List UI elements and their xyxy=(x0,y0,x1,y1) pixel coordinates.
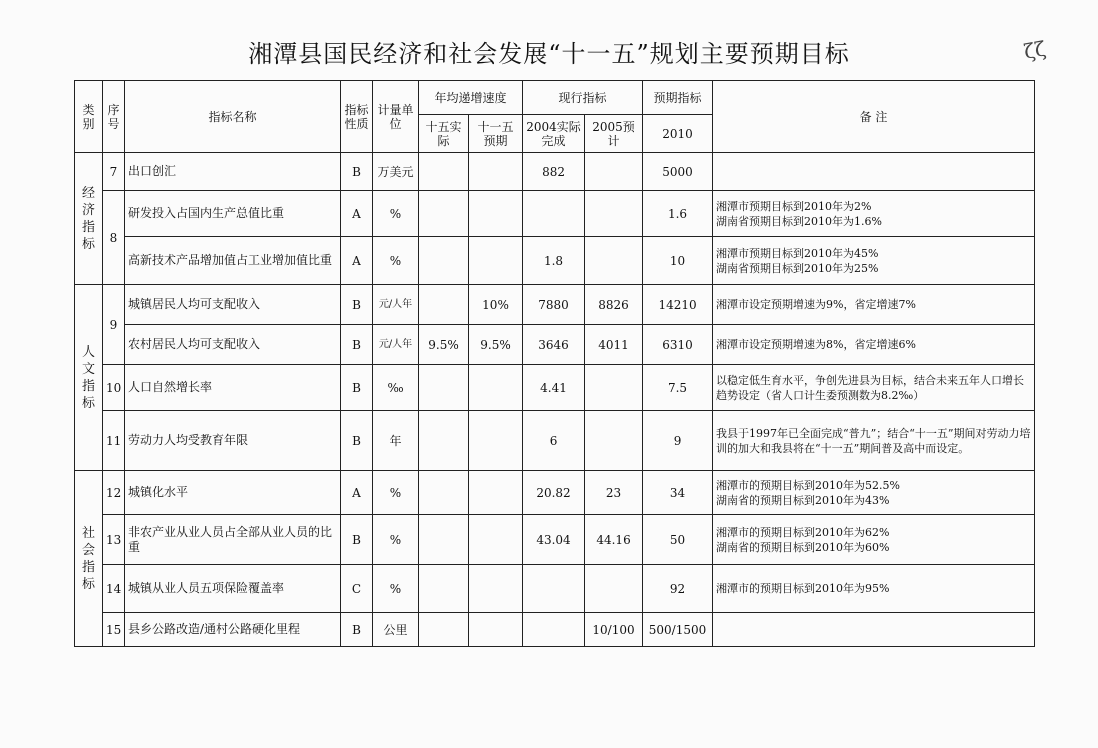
table-row xyxy=(75,565,1035,613)
row-unit: 元/人年 xyxy=(373,325,419,365)
row-name: 研发投入占国内生产总值比重 xyxy=(125,191,341,237)
header-growth: 年均递增速度 xyxy=(419,81,523,115)
row-2005 xyxy=(585,191,643,237)
row-growth-actual xyxy=(419,285,469,325)
row-growth-expected xyxy=(469,191,523,237)
row-seq: 10 xyxy=(103,365,125,411)
row-2004: 43.04 xyxy=(523,515,585,565)
header-name: 指标名称 xyxy=(125,81,341,153)
row-2004: 1.8 xyxy=(523,237,585,285)
row-target: 14210 xyxy=(643,285,713,325)
row-2004: 4.41 xyxy=(523,365,585,411)
row-2005: 44.16 xyxy=(585,515,643,565)
row-note: 以稳定低生育水平，争创先进县为目标，结合未来五年人口增长趋势设定（省人口计生委预测数为8.2‰） xyxy=(713,365,1035,411)
row-note: 我县于1997年已全面完成“普九”；结合“十一五”期间对劳动力培训的加大和我县将在“十一五”期间普及高中而设定。 xyxy=(713,411,1035,471)
targets-table xyxy=(74,80,1035,647)
row-unit: % xyxy=(373,565,419,613)
row-growth-actual xyxy=(419,515,469,565)
row-2005 xyxy=(585,153,643,191)
row-2004: 20.82 xyxy=(523,471,585,515)
row-note xyxy=(713,613,1035,647)
row-target: 10 xyxy=(643,237,713,285)
row-target: 5000 xyxy=(643,153,713,191)
row-2005: 4011 xyxy=(585,325,643,365)
row-name: 劳动力人均受教育年限 xyxy=(125,411,341,471)
page-title: 湘潭县国民经济和社会发展“十一五”规划主要预期目标 xyxy=(248,40,850,68)
row-growth-actual xyxy=(419,411,469,471)
row-nature: A xyxy=(341,237,373,285)
row-2005 xyxy=(585,237,643,285)
row-growth-actual xyxy=(419,191,469,237)
table-row xyxy=(75,191,1035,237)
row-nature: B xyxy=(341,515,373,565)
table-row xyxy=(75,365,1035,411)
header-seq: 序号 xyxy=(103,81,125,153)
row-unit: % xyxy=(373,237,419,285)
row-target: 9 xyxy=(643,411,713,471)
header-unit: 计量单位 xyxy=(373,81,419,153)
row-growth-expected: 10% xyxy=(469,285,523,325)
header-nature: 指标性质 xyxy=(341,81,373,153)
header-category: 类别 xyxy=(75,81,103,153)
table-row xyxy=(75,471,1035,515)
row-growth-actual xyxy=(419,365,469,411)
row-note: 湘潭市设定预期增速为9%，省定增速7% xyxy=(713,285,1035,325)
row-growth-actual: 9.5% xyxy=(419,325,469,365)
handwritten-mark: ζζ xyxy=(1022,36,1048,64)
row-2004: 6 xyxy=(523,411,585,471)
row-growth-expected xyxy=(469,471,523,515)
row-unit: % xyxy=(373,471,419,515)
row-nature: B xyxy=(341,285,373,325)
category-society: 社会指标 xyxy=(75,471,103,647)
row-name: 非农产业从业人员占全部从业人员的比重 xyxy=(125,515,341,565)
row-unit: 年 xyxy=(373,411,419,471)
row-2004: 882 xyxy=(523,153,585,191)
row-nature: B xyxy=(341,365,373,411)
row-name: 县乡公路改造/通村公路硬化里程 xyxy=(125,613,341,647)
row-nature: A xyxy=(341,471,373,515)
row-unit: % xyxy=(373,515,419,565)
table-row xyxy=(75,237,1035,285)
row-target: 7.5 xyxy=(643,365,713,411)
row-growth-actual xyxy=(419,471,469,515)
header-growth-expected: 十一五预期 xyxy=(469,115,523,153)
header-expected: 预期指标 xyxy=(643,81,713,115)
row-growth-actual xyxy=(419,153,469,191)
table-row xyxy=(75,153,1035,191)
row-2005 xyxy=(585,565,643,613)
table-row xyxy=(75,285,1035,325)
row-seq: 12 xyxy=(103,471,125,515)
header-expected-2010: 2010 xyxy=(643,115,713,153)
row-2005 xyxy=(585,365,643,411)
row-name: 人口自然增长率 xyxy=(125,365,341,411)
row-2005: 10/100 xyxy=(585,613,643,647)
row-unit: ‰ xyxy=(373,365,419,411)
header-current-2005: 2005预计 xyxy=(585,115,643,153)
header-current: 现行指标 xyxy=(523,81,643,115)
row-target: 34 xyxy=(643,471,713,515)
row-target: 92 xyxy=(643,565,713,613)
row-target: 500/1500 xyxy=(643,613,713,647)
row-name: 高新技术产品增加值占工业增加值比重 xyxy=(125,237,341,285)
row-growth-expected xyxy=(469,365,523,411)
row-growth-expected xyxy=(469,411,523,471)
table-row xyxy=(75,613,1035,647)
row-growth-expected xyxy=(469,565,523,613)
table-row xyxy=(75,515,1035,565)
row-note: 湘潭市的预期目标到2010年为62% 湖南省的预期目标到2010年为60% xyxy=(713,515,1035,565)
row-growth-expected xyxy=(469,237,523,285)
row-seq: 15 xyxy=(103,613,125,647)
row-2004: 7880 xyxy=(523,285,585,325)
header-remarks: 备 注 xyxy=(713,81,1035,153)
row-2005: 23 xyxy=(585,471,643,515)
row-nature: B xyxy=(341,325,373,365)
row-note: 湘潭市预期目标到2010年为45% 湖南省预期目标到2010年为25% xyxy=(713,237,1035,285)
row-nature: B xyxy=(341,411,373,471)
row-seq: 11 xyxy=(103,411,125,471)
row-2005 xyxy=(585,411,643,471)
row-unit: % xyxy=(373,191,419,237)
row-note: 湘潭市的预期目标到2010年为52.5% 湖南省的预期目标到2010年为43% xyxy=(713,471,1035,515)
row-seq: 14 xyxy=(103,565,125,613)
row-seq: 8 xyxy=(103,191,125,285)
row-growth-actual xyxy=(419,565,469,613)
row-growth-expected xyxy=(469,153,523,191)
header-current-2004: 2004实际完成 xyxy=(523,115,585,153)
row-note: 湘潭市的预期目标到2010年为95% xyxy=(713,565,1035,613)
category-economy: 经济指标 xyxy=(75,153,103,285)
row-target: 6310 xyxy=(643,325,713,365)
row-name: 出口创汇 xyxy=(125,153,341,191)
row-target: 1.6 xyxy=(643,191,713,237)
row-2004 xyxy=(523,613,585,647)
table-row xyxy=(75,411,1035,471)
row-growth-actual xyxy=(419,237,469,285)
row-nature: A xyxy=(341,191,373,237)
row-growth-expected: 9.5% xyxy=(469,325,523,365)
header-growth-actual: 十五实际 xyxy=(419,115,469,153)
row-name: 城镇化水平 xyxy=(125,471,341,515)
row-2004 xyxy=(523,191,585,237)
row-unit: 万美元 xyxy=(373,153,419,191)
row-target: 50 xyxy=(643,515,713,565)
row-unit: 公里 xyxy=(373,613,419,647)
category-humanities: 人文指标 xyxy=(75,285,103,471)
row-nature: B xyxy=(341,613,373,647)
row-note: 湘潭市设定预期增速为8%，省定增速6% xyxy=(713,325,1035,365)
row-note xyxy=(713,153,1035,191)
row-seq: 13 xyxy=(103,515,125,565)
row-growth-actual xyxy=(419,613,469,647)
row-growth-expected xyxy=(469,515,523,565)
row-seq: 9 xyxy=(103,285,125,365)
row-nature: C xyxy=(341,565,373,613)
row-name: 城镇从业人员五项保险覆盖率 xyxy=(125,565,341,613)
row-growth-expected xyxy=(469,613,523,647)
row-2005: 8826 xyxy=(585,285,643,325)
row-nature: B xyxy=(341,153,373,191)
row-2004 xyxy=(523,565,585,613)
row-seq: 7 xyxy=(103,153,125,191)
row-name: 农村居民人均可支配收入 xyxy=(125,325,341,365)
table-row xyxy=(75,325,1035,365)
row-2004: 3646 xyxy=(523,325,585,365)
row-name: 城镇居民人均可支配收入 xyxy=(125,285,341,325)
row-unit: 元/人年 xyxy=(373,285,419,325)
row-note: 湘潭市预期目标到2010年为2% 湖南省预期目标到2010年为1.6% xyxy=(713,191,1035,237)
